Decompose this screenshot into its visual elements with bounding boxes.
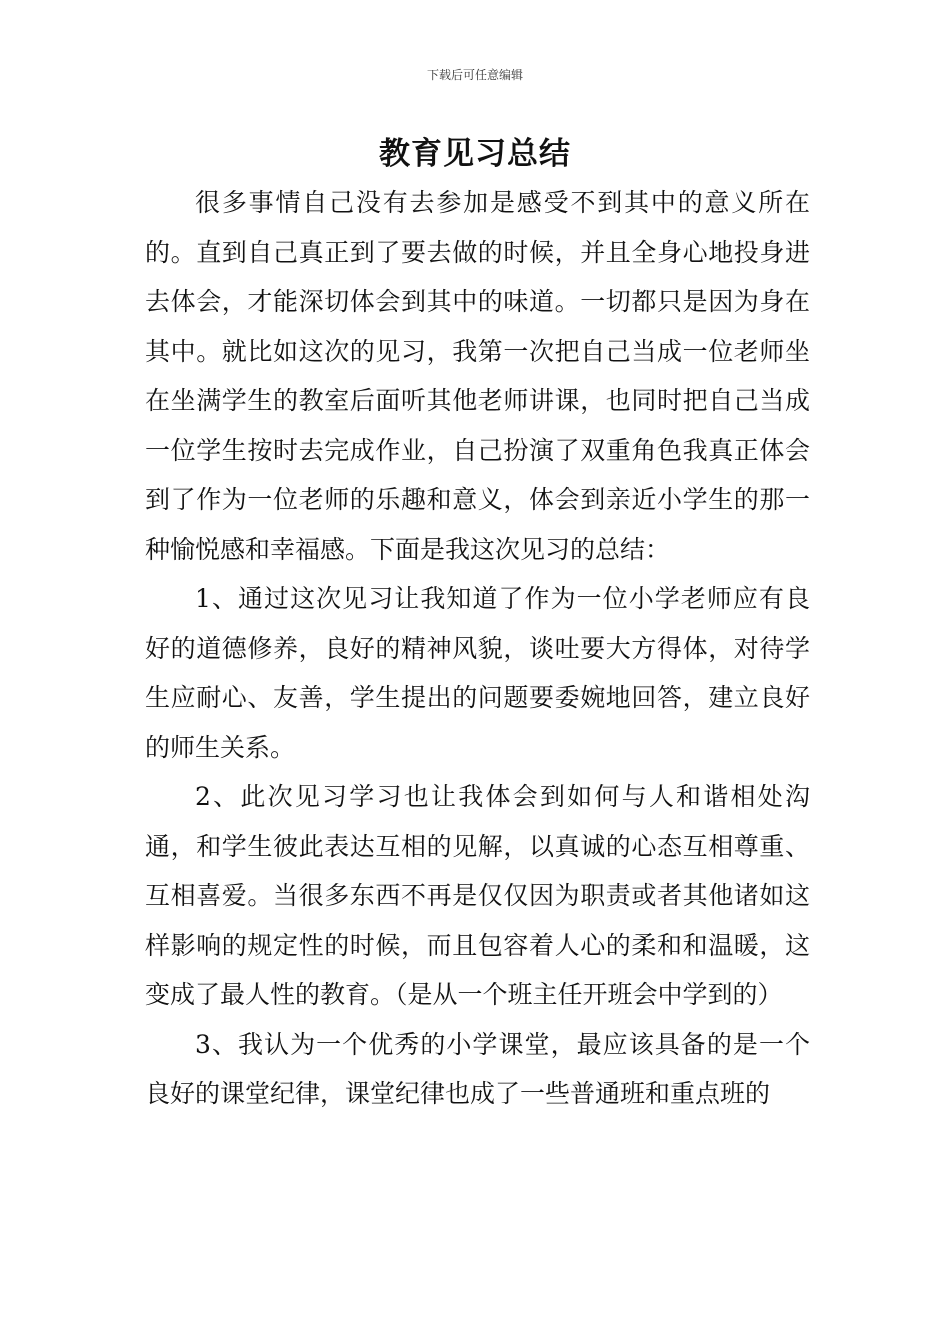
header-note: 下载后可任意编辑 [426,68,523,82]
document-body [145,178,810,1119]
paragraph-intro: 很多事情自己没有去参加是感受不到其中的意义所在的。直到自己真正到了要去做的时候，并且全身心地投身进去体会，才能深切体会到其中的味道。一切都只是因为身在其中。就比如这次的见习，我第一次把自己当成一位老师坐在坐满学生的教室后面听其他老师讲课，也同时把自己当成一位学生按时去完成作业，自己扮演了双重角色我真正体会到了作为一位老师的乐趣和意义，体会到亲近小学生的那一种愉悦感和幸福感。下面是我这次见习的总结： [145,188,810,564]
paragraph-point-3: 3、我认为一个优秀的小学课堂，最应该具备的是一个良好的课堂纪律，课堂纪律也成了一些普通班和重点班的 [145,1029,810,1108]
paragraph-point-1: 1、通过这次见习让我知道了作为一位小学老师应有良好的道德修养，良好的精神风貌，谈吐要大方得体，对待学生应耐心、友善，学生提出的问题要委婉地回答，建立良好的师生关系。 [145,584,810,762]
document-title: 教育见习总结 [379,136,571,172]
paragraph-point-2: 2、此次见习学习也让我体会到如何与人和谐相处沟通，和学生彼此表达互相的见解，以真诚的心态互相尊重、互相喜爱。当很多东西不再是仅仅因为职责或者其他诸如这样影响的规定性的时候，而且包容着人心的柔和和温暖，这变成了最人性的教育。（是从一个班主任开班会中学到的） [145,782,810,1009]
